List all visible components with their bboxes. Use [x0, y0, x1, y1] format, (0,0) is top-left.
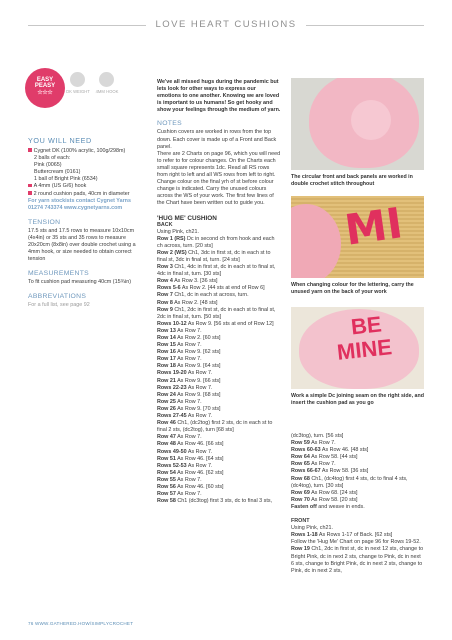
pattern-row: Row 65 As Row 7.	[291, 461, 336, 468]
bullet-icon	[28, 191, 32, 195]
photo-heart-front	[291, 78, 424, 170]
list-item: 2 balls of each:	[34, 155, 71, 162]
pattern-row: Row 68 Ch1, (dc4tog) first 4 sts, dc to final 4 sts, (dc4tog), turn. [30 sts]	[291, 475, 408, 489]
pattern-row: Rows 52-53 As Row 7.	[157, 462, 213, 469]
list-item: 2 round cushion pads, 40cm in diameter	[28, 191, 144, 198]
list-item: Cygnet DK (100% acrylic, 100g/298m)	[28, 148, 144, 155]
pattern-row: Row 70 As Row 58. [20 sts]	[291, 496, 358, 503]
sidebar-column	[28, 136, 144, 310]
pattern-row: Row 19 Ch1, 2dc in first st, dc in next 12 sts, change to Bright Pink, dc in next 2 sts, change to Pink, dc in next 6 sts, change to Bright Pink, dc in next 2 sts, change to Pink, dc in next 2 sts,	[291, 546, 424, 574]
measurements-text: To fit cushion pad measuring 40cm (15¾in)	[28, 279, 132, 286]
stockists-note: For yarn stockists contact Cygnet Yarns 01274 743374 www.cygnetyarns.com	[28, 197, 131, 211]
pattern-row: Row 2 (WS) Ch1, 3dc in first st, dc in each st to final st, 3dc in final st, turn. [24 sts]	[157, 249, 271, 263]
pattern-row: Row 26 As Row 9. [70 sts]	[157, 405, 221, 412]
pattern-row: Rows 10-12 As Row 9. [56 sts at end of Row 12]	[157, 320, 274, 327]
back-start: Using Pink, ch21.	[157, 228, 199, 235]
pattern-row: Row 51 As Row 46. [64 sts]	[157, 455, 224, 462]
abbreviations-text: For a full list, see page 92	[28, 302, 90, 309]
pattern-row: Row 7 Ch1, dc in each st across, turn.	[157, 292, 249, 299]
pattern-row: Row 17 As Row 7.	[157, 356, 202, 363]
list-item: Pink (0065)	[34, 162, 62, 169]
pattern-row: Row 15 As Row 7.	[157, 342, 202, 349]
pattern-row: (dc3tog), turn. [56 sts]	[291, 433, 344, 439]
back-rows-cont	[291, 433, 424, 511]
pattern-row: Row 21 As Row 9. [66 sts]	[157, 377, 221, 384]
pattern-row: Row 69 As Row 68. [24 sts]	[291, 489, 358, 496]
measurements-heading: MEASUREMENTS	[28, 270, 90, 278]
notes-p3: Change colour on the final yrh of st before colour change is indicated. Carry the unused colours across the WS of your work. The first few lines of the Chart have been written out to guide you.	[157, 179, 274, 207]
pattern-row: Follow the 'Hug Me' Chart on page 96 for Rows 19-52.	[291, 539, 421, 546]
pattern-row: Row 54 As Row 46. [62 sts]	[157, 469, 224, 476]
page-title: LOVE HEART CUSHIONS	[155, 19, 297, 30]
pattern-row: Row 1 (RS) Dc in second ch from hook and each ch across, turn. [20 sts]	[157, 235, 275, 249]
instructions-column-right	[291, 433, 424, 575]
pattern-row: Row 8 As Row 2. [48 sts]	[157, 299, 218, 306]
intro-text: We've all missed hugs during the pandemic but lets look for other ways to express our emotions to one another. Knowing we are loved is important to us humans! So get hooky and show your feelings through the medium of yarn.	[157, 79, 281, 114]
star-icon: ✫✫✫	[37, 90, 53, 96]
pattern-row: Row 13 As Row 7.	[157, 327, 202, 334]
bullet-icon	[28, 184, 32, 188]
weight-icon	[70, 72, 85, 87]
pattern-row: Row 64 As Row 58. [44 sts]	[291, 454, 358, 461]
pattern-row: Rows 19-20 As Row 7.	[157, 370, 213, 377]
tension-text: 17.5 sts and 17.5 rows to measure 10x10cm (4x4in) or 35 sts and 35 rows to measure 20x20cm (8x8in) over double crochet using a 4mm hook, or size needed to obtain correct tension	[28, 227, 136, 263]
pattern-row: Row 47 As Row 7.	[157, 434, 202, 441]
pattern-row: Row 24 As Row 9. [68 sts]	[157, 391, 221, 398]
pattern-row: Rows 1-18 As Rows 1-17 of Back. [62 sts]	[291, 532, 393, 539]
front-start: Using Pink, ch21.	[291, 525, 333, 532]
caption-3: Work a simple Dc joining seam on the right side, and insert the cushion pad as you go	[291, 393, 424, 406]
list-item: Buttercream (0161)	[34, 169, 81, 176]
hook-icon	[99, 72, 114, 87]
photo-heart-mi	[291, 196, 424, 278]
pattern-row: Row 25 As Row 7.	[157, 398, 202, 405]
list-item: A 4mm (US G/6) hook	[28, 183, 144, 190]
easy-peasy-badge: EASY PEASY ✫✫✫	[25, 68, 65, 108]
pattern-row: Row 16 As Row 9. [62 sts]	[157, 349, 221, 356]
materials-list	[28, 148, 144, 212]
pattern-row: Rows 49-50 As Row 7.	[157, 448, 213, 455]
list-item: 1 ball of Bright Pink (6534)	[34, 176, 98, 183]
pattern-row: Row 3 Ch1, 4dc in first st, dc in each st to final st, 4dc in final st, turn. [30 sts]	[157, 264, 276, 278]
caption-1: The circular front and back panels are worked in double crochet stitch throughout	[291, 174, 413, 187]
photo-heart-be-mine	[291, 307, 424, 389]
back-rows	[157, 236, 281, 506]
pattern-row: Row 58 Ch1 (dc3tog) first 3 sts, dc to final 3 sts,	[157, 498, 273, 505]
hook-size-label: 4MM HOOK	[95, 89, 119, 94]
mi-lettering: MI	[341, 198, 406, 255]
bullet-icon	[28, 148, 32, 152]
back-heading: BACK	[157, 221, 173, 228]
pattern-row: Rows 5-6 As Row 2. [44 sts at end of Row 6]	[157, 285, 265, 292]
pattern-row: Rows 66-67 As Row 58. [36 sts]	[291, 468, 369, 475]
be-lettering: BE	[349, 311, 383, 340]
front-rows	[291, 532, 424, 575]
pattern-row: Row 9 Ch1, 2dc in first st, dc in each st to final st, 2dc in final st, turn. [50 sts]	[157, 306, 276, 320]
abbreviations-heading: ABBREVIATIONS	[28, 293, 87, 301]
pattern-row: Rows 22-23 As Row 7.	[157, 384, 213, 391]
pattern-heading: 'HUG ME' CUSHION	[157, 214, 217, 222]
notes-p2: There are 2 Charts on page 96, which you will need to refer to for colour changes. On the Charts each small square represents 1dc. Read all RS rows from right to left and all WS rows from left to right.	[157, 150, 281, 179]
pattern-row: Fasten off and weave in ends.	[291, 503, 365, 510]
pattern-row: Row 48 As Row 46. [66 sts]	[157, 441, 224, 448]
header-rule-left	[28, 25, 146, 26]
instructions-column	[157, 79, 281, 505]
pattern-row: Row 56 As Row 46. [60 sts]	[157, 483, 224, 490]
you-will-need-heading: YOU WILL NEED	[28, 136, 92, 145]
caption-2: When changing colour for the lettering, carry the unused yarn on the back of your work	[291, 282, 414, 295]
pattern-row: Row 59 As Row 7.	[291, 440, 336, 447]
pattern-row: Rows 27-45 As Row 7.	[157, 413, 213, 420]
pattern-row: Rows 60-63 As Row 46. [48 sts]	[291, 447, 369, 454]
tension-heading: TENSION	[28, 218, 61, 226]
pattern-row: Row 57 As Row 7.	[157, 491, 202, 498]
pattern-row: Row 14 As Row 2. [60 sts]	[157, 335, 221, 341]
page-footer: 76 WWW.GATHERED.HOW/SIMPLYCROCHET	[28, 621, 134, 626]
mine-lettering: MINE	[335, 334, 394, 365]
skill-badges	[25, 68, 133, 112]
pattern-row: Row 4 As Row 3. [36 sts]	[157, 278, 218, 285]
notes-heading: NOTES	[157, 120, 182, 128]
header-rule-right	[306, 25, 424, 26]
pattern-row: Row 46 Ch1, (dc2tog) first 2 sts, dc in each st to final 2 sts, (dc2tog), turn [68 sts]	[157, 420, 273, 434]
notes-p1: Cushion covers are worked in rows from the top down. Each cover is made up of a Front and Back panel.	[157, 129, 277, 150]
front-heading: FRONT	[291, 518, 310, 525]
dk-weight-label: DK WEIGHT	[66, 89, 90, 94]
pattern-row: Row 18 As Row 9. [64 sts]	[157, 363, 221, 370]
pattern-row: Row 55 As Row 7.	[157, 476, 202, 483]
